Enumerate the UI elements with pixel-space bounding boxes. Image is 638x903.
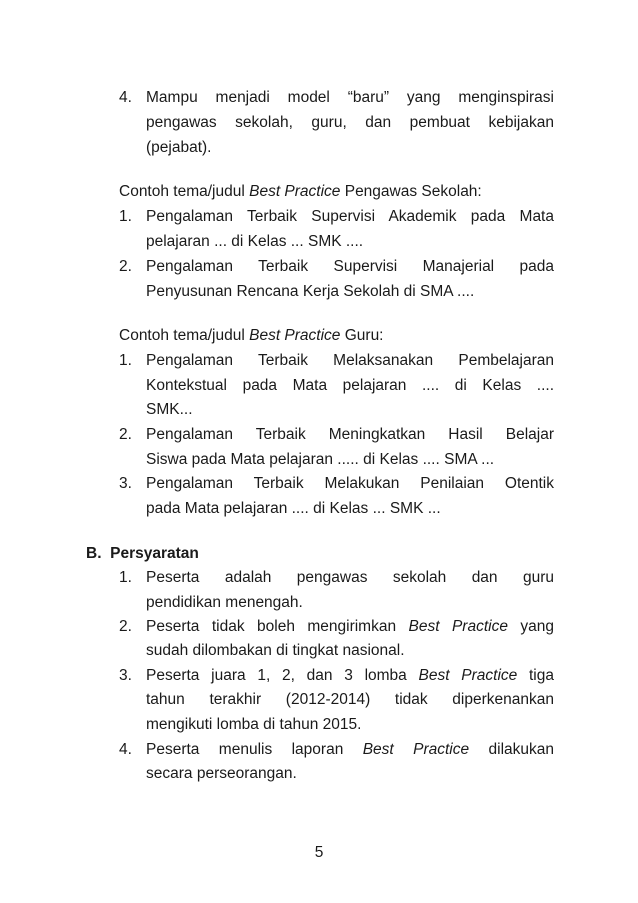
list-number: 1.: [119, 208, 132, 225]
list-item-line: pada Mata pelajaran .... di Kelas ... SMK ...: [146, 500, 441, 517]
list-number: 2.: [119, 258, 132, 275]
section-letter: B.: [86, 545, 102, 562]
list-item-line: Mampu menjadi model “baru” yang menginspirasi: [146, 89, 554, 106]
page-number: 5: [314, 844, 324, 861]
list-number: 1.: [119, 352, 132, 369]
list-item-line: mengikuti lomba di tahun 2015.: [146, 716, 362, 733]
guru-examples-heading: Contoh tema/judul Best Practice Guru:: [119, 327, 384, 344]
list-item-line: pelajaran ... di Kelas ... SMK ....: [146, 233, 364, 250]
list-item-line: secara perseorangan.: [146, 765, 297, 782]
list-item-line: Pengalaman Terbaik Melaksanakan Pembelajaran: [146, 352, 554, 369]
section-b-heading: [86, 544, 199, 564]
list-item-line: Pengalaman Terbaik Supervisi Akademik pada Mata: [146, 208, 554, 225]
list-number: 4.: [119, 89, 132, 106]
list-number: 1.: [119, 569, 132, 586]
list-item-line: Kontekstual pada Mata pelajaran .... di Kelas ....: [146, 377, 554, 394]
list-item-line: SMK...: [146, 401, 193, 418]
list-number: 3.: [119, 475, 132, 492]
list-item-line: sudah dilombakan di tingkat nasional.: [146, 642, 405, 659]
pengawas-examples-heading: Contoh tema/judul Best Practice Pengawas Sekolah:: [119, 183, 482, 200]
list-item-line: Penyusunan Rencana Kerja Sekolah di SMA ....: [146, 283, 475, 300]
list-item-line: Peserta juara 1, 2, dan 3 lomba Best Practice tiga: [146, 667, 554, 684]
list-item-line: Peserta adalah pengawas sekolah dan guru: [146, 569, 554, 586]
section-title: Persyaratan: [110, 545, 199, 562]
list-item-line: Pengalaman Terbaik Meningkatkan Hasil Belajar: [146, 426, 554, 443]
list-number: 2.: [119, 618, 132, 635]
list-number: 3.: [119, 667, 132, 684]
list-item-line: pendidikan menengah.: [146, 594, 303, 611]
list-item-line: Pengalaman Terbaik Melakukan Penilaian Otentik: [146, 475, 554, 492]
list-item-line: tahun terakhir (2012-2014) tidak diperkenankan: [146, 691, 554, 708]
list-item-line: pengawas sekolah, guru, dan pembuat kebijakan: [146, 114, 554, 131]
list-item-line: Peserta tidak boleh mengirimkan Best Practice yang: [146, 618, 554, 635]
list-number: 4.: [119, 741, 132, 758]
list-item-line: Pengalaman Terbaik Supervisi Manajerial pada: [146, 258, 554, 275]
list-item-line: Siswa pada Mata pelajaran ..... di Kelas .... SMA ...: [146, 451, 495, 468]
list-item-line: Peserta menulis laporan Best Practice dilakukan: [146, 741, 555, 758]
list-item-line: (pejabat).: [146, 139, 212, 156]
list-number: 2.: [119, 426, 132, 443]
